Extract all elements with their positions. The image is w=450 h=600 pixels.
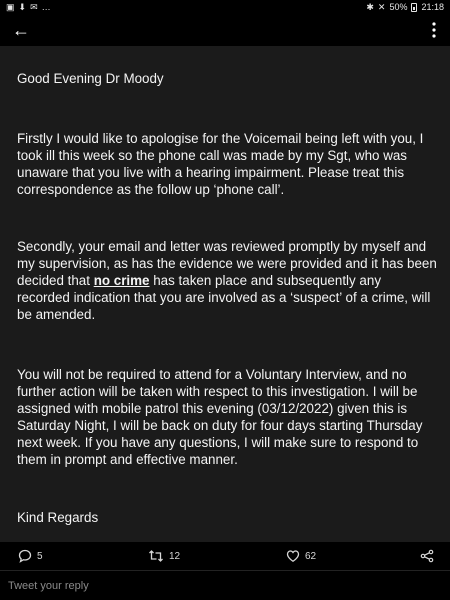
no-crime-emphasis: no crime: [93, 273, 150, 288]
more-options-button[interactable]: [426, 18, 442, 42]
letter-paragraph-3: You will not be required to attend for a Voluntary Interview, and no further action will be taken with respect to this investigation. I will be assigned with mobile patrol this evening (03/12/2022) given this is Saturday Night, I will be back on duty for four days starting Thursday next week. If you have any questions, I will make sure to respond to them in prompt and effective manner.: [17, 367, 423, 467]
letter-paragraph-2-end: has taken place and subsequently any recorded indication that you are involved as a ‘suspect’ of a crime, will be amended.: [17, 273, 431, 322]
mute-icon: ✕: [377, 2, 386, 12]
reply-bar: [0, 570, 450, 600]
more-notifications-icon: …: [41, 2, 51, 12]
tweet-actions: [0, 542, 450, 570]
retweet-button[interactable]: [148, 548, 180, 564]
share-icon: [420, 549, 434, 563]
letter-paragraph-2-start: Secondly, your email and letter was reviewed promptly by myself and my supervision, as has the evidence we were provided and it has been decided that: [17, 239, 437, 288]
back-arrow-icon: ←: [12, 20, 30, 40]
reply-count: 5: [37, 550, 43, 562]
back-button[interactable]: [8, 18, 34, 42]
reply-button[interactable]: [18, 548, 43, 564]
tweet-reply-input[interactable]: [6, 575, 310, 597]
like-button[interactable]: [286, 548, 316, 564]
heart-icon: [286, 549, 300, 563]
more-vertical-icon: [426, 18, 442, 42]
app-bar: [0, 14, 450, 46]
clock: 21:18: [421, 2, 444, 12]
share-button[interactable]: [420, 548, 434, 564]
status-right: [366, 0, 444, 14]
gallery-notification-icon: ▣: [6, 2, 15, 12]
status-bar: [0, 0, 450, 14]
retweet-icon: [148, 549, 164, 563]
reply-icon: [18, 549, 32, 563]
mail-notification-icon: ✉: [30, 2, 38, 12]
battery-percentage: 50%: [389, 2, 408, 12]
tweet-media-image[interactable]: [0, 46, 450, 542]
letter-paragraph-2: [17, 238, 437, 323]
bluetooth-icon: ✱: [366, 2, 374, 12]
download-notification-icon: ⬇: [18, 2, 27, 12]
like-count: 62: [305, 550, 317, 562]
status-left: [6, 0, 51, 14]
battery-icon: [411, 3, 417, 12]
letter-greeting: Good Evening Dr Moody: [17, 71, 164, 86]
retweet-count: 12: [169, 550, 181, 562]
letter-closing: Kind Regards: [17, 510, 99, 525]
letter-paragraph-1: Firstly I would like to apologise for the Voicemail being left with you, I took ill this week so the phone call was made by my Sgt, who was unaware that you live with a hearing impairment. Please treat this correspondence as the follow up ‘phone call’.: [17, 131, 424, 197]
